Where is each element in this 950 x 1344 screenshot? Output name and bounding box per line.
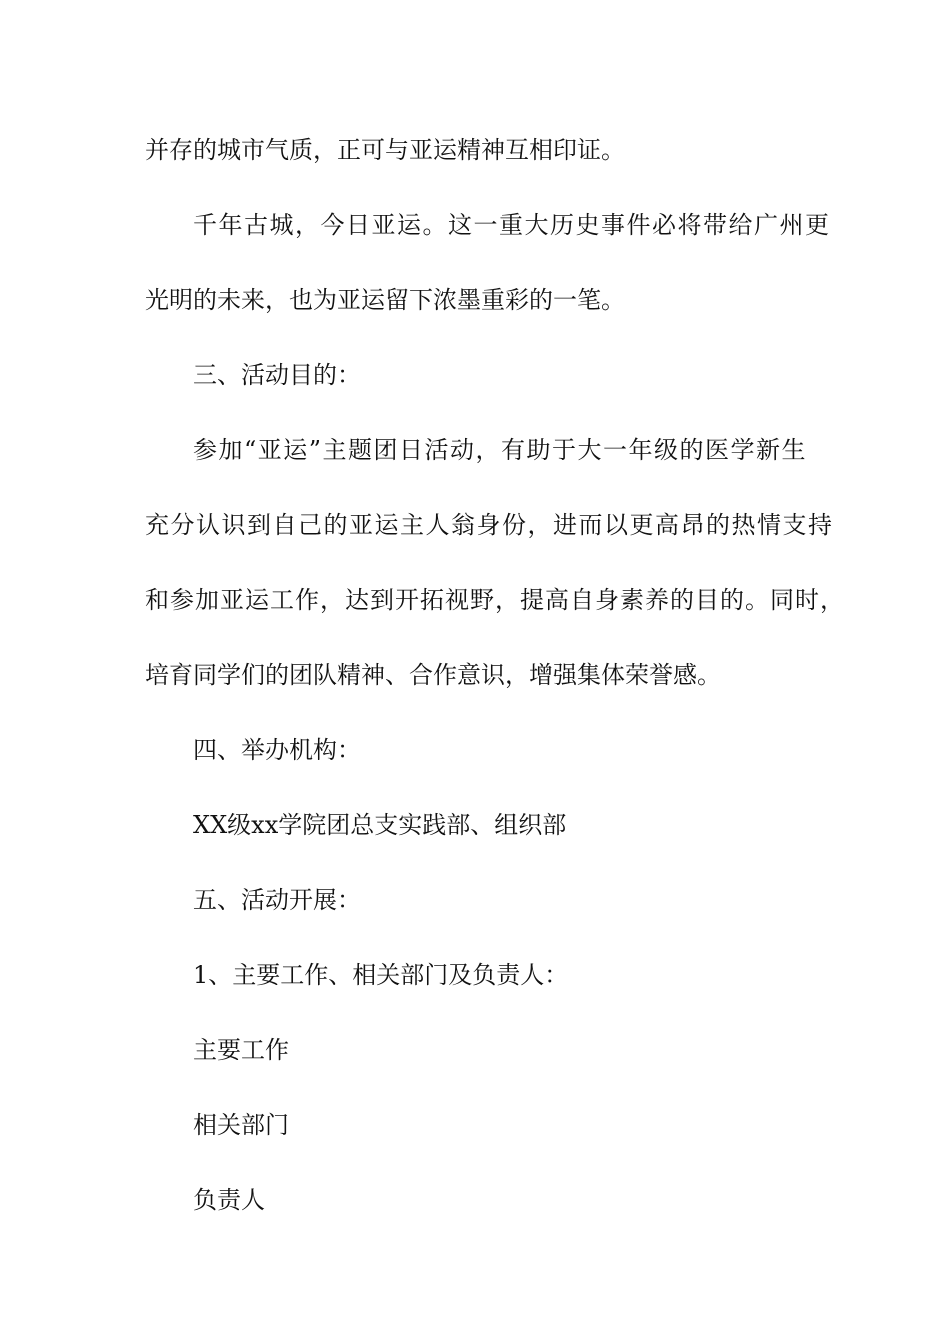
paragraph-line: 充分认识到自己的亚运主人翁身份，进而以更高昂的热情支持 xyxy=(145,511,834,539)
section-heading: 五、活动开展： xyxy=(193,886,361,914)
organizer-line: XX级xx学院团总支实践部、组织部 xyxy=(193,811,567,839)
paragraph-line: 并存的城市气质，正可与亚运精神互相印证。 xyxy=(145,136,625,164)
paragraph-line: 培育同学们的团队精神、合作意识，增强集体荣誉感。 xyxy=(145,661,721,689)
table-label: 相关部门 xyxy=(193,1111,289,1139)
paragraph-line: 光明的未来，也为亚运留下浓墨重彩的一笔。 xyxy=(145,286,625,314)
section-heading: 四、举办机构： xyxy=(193,736,361,764)
table-label: 负责人 xyxy=(193,1186,265,1214)
paragraph-line: 参加“亚运”主题团日活动，有助于大一年级的医学新生 xyxy=(193,436,808,464)
paragraph-line: 和参加亚运工作，达到开拓视野，提高自身素养的目的。同时， xyxy=(145,586,845,614)
table-label: 主要工作 xyxy=(193,1036,289,1064)
section-heading: 三、活动目的： xyxy=(193,361,361,389)
subsection-heading: 1、主要工作、相关部门及负责人： xyxy=(193,961,569,989)
paragraph-line: 千年古城，今日亚运。这一重大历史事件必将带给广州更 xyxy=(193,211,831,239)
